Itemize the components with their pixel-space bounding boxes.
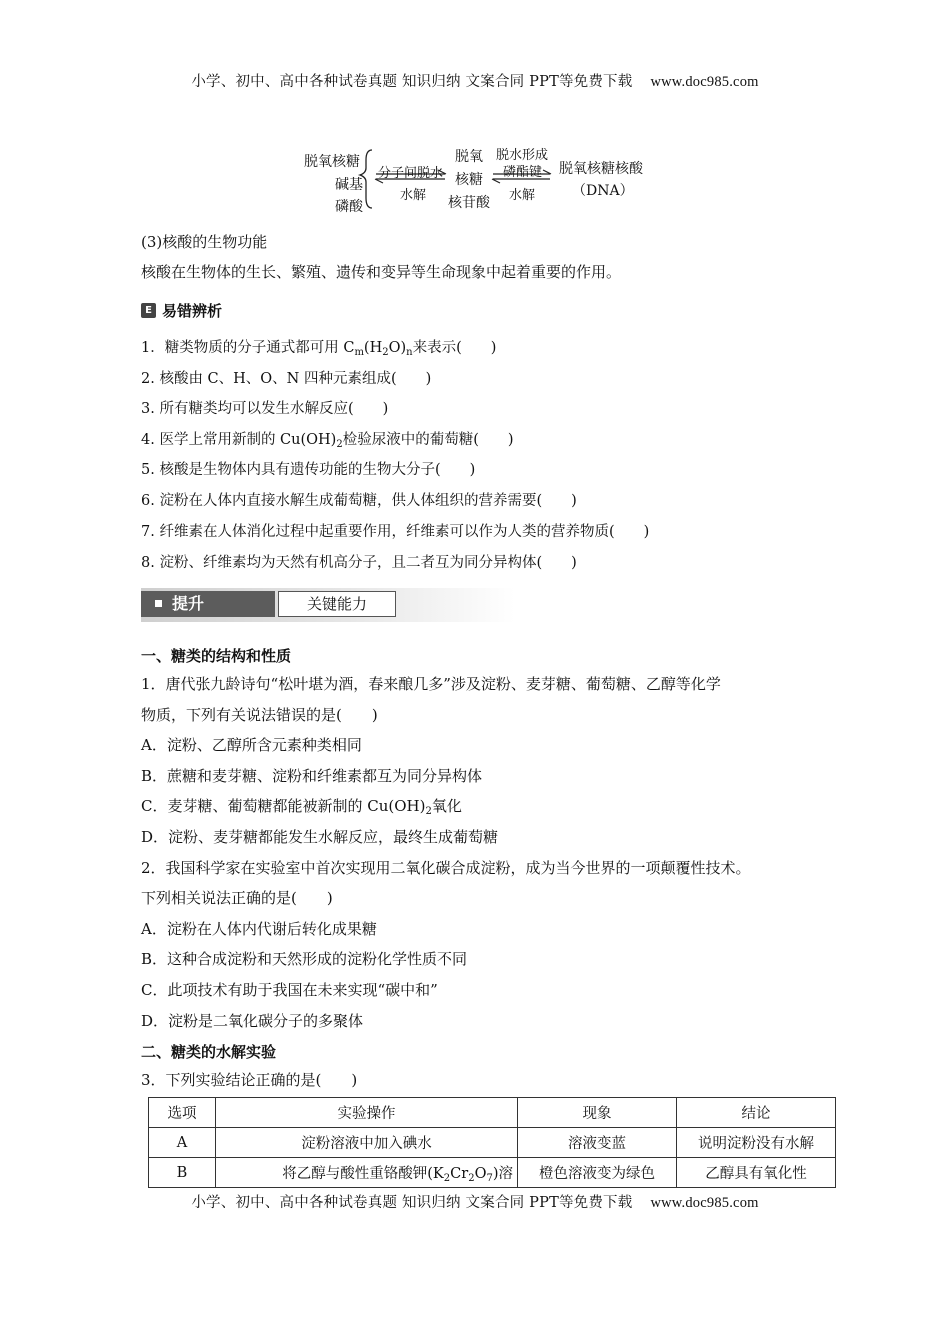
function-title: (3)核酸的生物功能 [141, 233, 268, 251]
table-header-cell: 结论 [677, 1098, 836, 1128]
table-header-row [149, 1098, 836, 1128]
q2-option-b: B．这种合成淀粉和天然形成的淀粉化学性质不同 [141, 950, 468, 968]
table-row [149, 1128, 836, 1158]
table-cell: 橙色溶液变为绿色 [518, 1158, 677, 1188]
table-cell: 溶液变蓝 [518, 1128, 677, 1158]
section-banner [141, 588, 515, 622]
pitfall-1-mid: (H [363, 340, 383, 356]
q1-c-suffix: 氧化 [431, 797, 462, 815]
pitfall-1-mid2: O) [388, 340, 407, 356]
middle-label-3: 核苷酸 [448, 195, 490, 211]
pitfall-item-2: 2. 核酸由 C、H、O、N 四种元素组成( ) [141, 371, 432, 387]
op-sub: 7 [486, 1172, 493, 1184]
pitfall-item-1 [141, 336, 496, 358]
banner-left-label: 提升 [172, 594, 205, 613]
pitfall-item-7: 7. 纤维素在人体消化过程中起重要作用，纤维素可以作为人类的营养物质( ) [141, 524, 650, 540]
step2-label-top1: 脱水形成 [496, 148, 549, 163]
pitfall-header [141, 300, 222, 320]
pitfall-4-sub: 2 [336, 439, 343, 450]
q1-option-b: B．蔗糖和麦芽糖、淀粉和纤维素都互为同分异构体 [141, 767, 483, 785]
pitfall-1-sub-m: m [354, 347, 364, 358]
page-header [0, 70, 950, 91]
table-header-cell: 实验操作 [216, 1098, 518, 1128]
q1-option-a: A．淀粉、乙醇所含元素种类相同 [141, 736, 362, 754]
pitfall-item-3: 3. 所有糖类均可以发生水解反应( ) [141, 401, 389, 417]
table-cell: 淀粉溶液中加入碘水 [216, 1128, 518, 1158]
component-base: 碱基 [335, 177, 363, 193]
step1-label-bottom: 水解 [400, 188, 427, 203]
table-cell: 乙醇具有氧化性 [677, 1158, 836, 1188]
experiment-table [148, 1097, 836, 1188]
header-url[interactable]: www.doc985.com [650, 74, 759, 90]
pitfall-item-8: 8. 淀粉、纤维素均为天然有机高分子，且二者互为同分异构体( ) [141, 555, 577, 571]
table-cell: 说明淀粉没有水解 [677, 1128, 836, 1158]
component-deoxyribose: 脱氧核糖 [304, 154, 360, 170]
page-footer [0, 1191, 950, 1212]
step2-label-top2: 磷酯键 [503, 165, 543, 180]
table-header-cell: 选项 [149, 1098, 216, 1128]
table-cell: B [149, 1158, 216, 1188]
q2-option-c: C．此项技术有助于我国在未来实现“碳中和” [141, 981, 438, 999]
product-abbr: （DNA） [572, 183, 634, 199]
function-text: 核酸在生物体的生长、繁殖、遗传和变异等生命现象中起着重要的作用。 [141, 263, 622, 281]
section-1-title: 一、糖类的结构和性质 [141, 647, 292, 665]
q2-option-a: A．淀粉在人体内代谢后转化成果糖 [141, 920, 377, 938]
step2-label-bottom: 水解 [509, 188, 536, 203]
q2-line1: 2．我国科学家在实验室中首次实现用二氧化碳合成淀粉，成为当今世界的一项颠覆性技术。 [141, 859, 751, 877]
banner-left [141, 591, 275, 617]
q1-line1: 1．唐代张九龄诗句“松叶堪为酒，春来酿几多”涉及淀粉、麦芽糖、葡萄糖、乙醇等化学 [141, 675, 721, 693]
pitfall-item-4 [141, 428, 514, 450]
op-mid: Cr [450, 1165, 469, 1182]
pitfall-item-5: 5. 核酸是生物体内具有遗传功能的生物大分子( ) [141, 462, 476, 478]
table-cell [216, 1158, 518, 1188]
pitfall-4-prefix: 4. 医学上常用新制的 Cu(OH) [141, 432, 337, 448]
pitfall-1-prefix: 1．糖类物质的分子通式都可用 C [141, 340, 355, 356]
dna-formation-diagram [300, 140, 670, 220]
pitfall-1-sub-n: n [406, 347, 413, 358]
footer-url[interactable]: www.doc985.com [650, 1195, 759, 1211]
q2-line2: 下列相关说法正确的是( ) [141, 889, 333, 907]
section-2-title: 二、糖类的水解实验 [141, 1043, 277, 1061]
op-mid2: O [474, 1165, 487, 1182]
product-name: 脱氧核糖核酸 [559, 161, 643, 177]
q2-option-d: D．淀粉是二氧化碳分子的多聚体 [141, 1012, 364, 1030]
header-text: 小学、初中、高中各种试卷真题 知识归纳 文案合同 PPT等免费下载 [191, 74, 633, 90]
q1-c-sub: 2 [425, 806, 432, 817]
table-cell: A [149, 1128, 216, 1158]
pitfall-title: 易错辨析 [162, 301, 223, 320]
middle-label-2: 核糖 [455, 172, 483, 188]
banner-right: 关键能力 [278, 591, 396, 617]
table-header-cell: 现象 [518, 1098, 677, 1128]
q1-option-c [141, 795, 462, 817]
q1-option-d: D．淀粉、麦芽糖都能发生水解反应，最终生成葡萄糖 [141, 828, 499, 846]
step1-label-top: 分子间脱水 [378, 166, 444, 181]
q1-c-prefix: C．麦芽糖、葡萄糖都能被新制的 Cu(OH) [141, 797, 426, 815]
q1-line2: 物质，下列有关说法错误的是( ) [141, 706, 378, 724]
pitfall-item-6: 6. 淀粉在人体内直接水解生成葡萄糖，供人体组织的营养需要( ) [141, 493, 577, 509]
component-phosphate: 磷酸 [335, 199, 363, 215]
pitfall-1-sub-2: 2 [382, 347, 389, 358]
pitfall-1-suffix: 来表示( ) [412, 340, 497, 356]
middle-label-1: 脱氧 [455, 149, 483, 165]
banner-square-icon [155, 600, 162, 607]
op-prefix: 将乙醇与酸性重铬酸钾(K [282, 1165, 444, 1182]
pitfall-4-suffix: 检验尿液中的葡萄糖( ) [342, 432, 514, 448]
table-row [149, 1158, 836, 1188]
op-suffix: )溶 [492, 1165, 513, 1182]
pitfall-icon: E [141, 303, 156, 318]
footer-text: 小学、初中、高中各种试卷真题 知识归纳 文案合同 PPT等免费下载 [191, 1195, 633, 1211]
op-sub: 2 [443, 1172, 451, 1184]
q3-stem: 3．下列实验结论正确的是( ) [141, 1071, 358, 1089]
op-sub: 2 [468, 1172, 475, 1184]
